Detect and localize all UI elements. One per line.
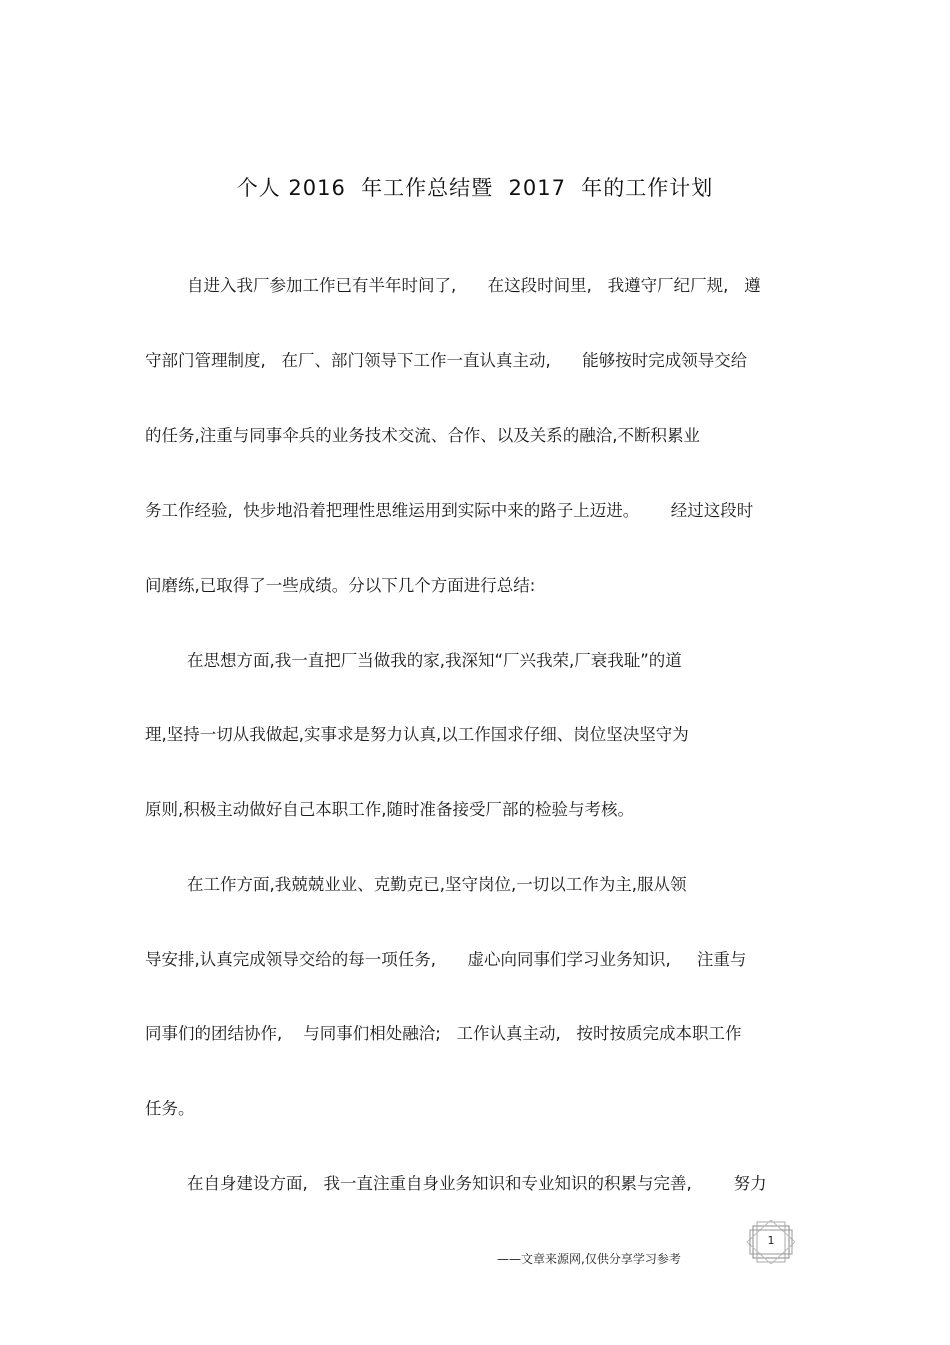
body-line: 守部门管理制度, 在厂、部门领导下工作一直认真主动, 能够按时完成领导交给: [145, 351, 748, 370]
body-line: 在思想方面,我一直把厂当做我的家,我深知“厂兴我荣,厂衰我耻”的道: [145, 651, 682, 670]
page-number: 1: [767, 1234, 775, 1247]
document-title: 个人 2016 年工作总结暨 2017 年的工作计划: [236, 176, 714, 200]
body-line: 理,坚持一切从我做起,实事求是努力认真,以工作国求仔细、岗位坚决坚守为: [145, 725, 689, 744]
body-line: 在工作方面,我兢兢业业、克勤克已,坚守岗位,一切以工作为主,服从领: [145, 875, 687, 894]
body-line: 任务。: [145, 1099, 195, 1118]
body-line: 务工作经验, 快步地沿着把理性思维运用到实际中来的路子上迈进。 经过这段时: [145, 501, 754, 520]
body-line: 同事们的团结协作, 与同事们相处融洽; 工作认真主动, 按时按质完成本职工作: [145, 1024, 742, 1043]
body-line: 原则,积极主动做好自己本职工作,随时准备接受厂部的检验与考核。: [145, 800, 634, 819]
body-line: 的任务,注重与同事伞兵的业务技术交流、合作、以及关系的融洽,不断积累业: [145, 426, 700, 445]
footer-source-note: ——文章来源网,仅供分享学习参考: [497, 1252, 681, 1266]
body-line: 在自身建设方面, 我一直注重自身业务知识和专业知识的积累与完善, 努力: [145, 1174, 767, 1193]
body-line: 间磨练,已取得了一些成绩。分以下几个方面进行总结:: [145, 576, 536, 595]
page-number-badge: [745, 1220, 797, 1264]
body-line: 导安排,认真完成领导交给的每一项任务, 虚心向同事们学习业务知识, 注重与: [145, 950, 747, 969]
body-line: 自进入我厂参加工作已有半年时间了, 在这段时间里, 我遵守厂纪厂规, 遵: [145, 276, 761, 295]
